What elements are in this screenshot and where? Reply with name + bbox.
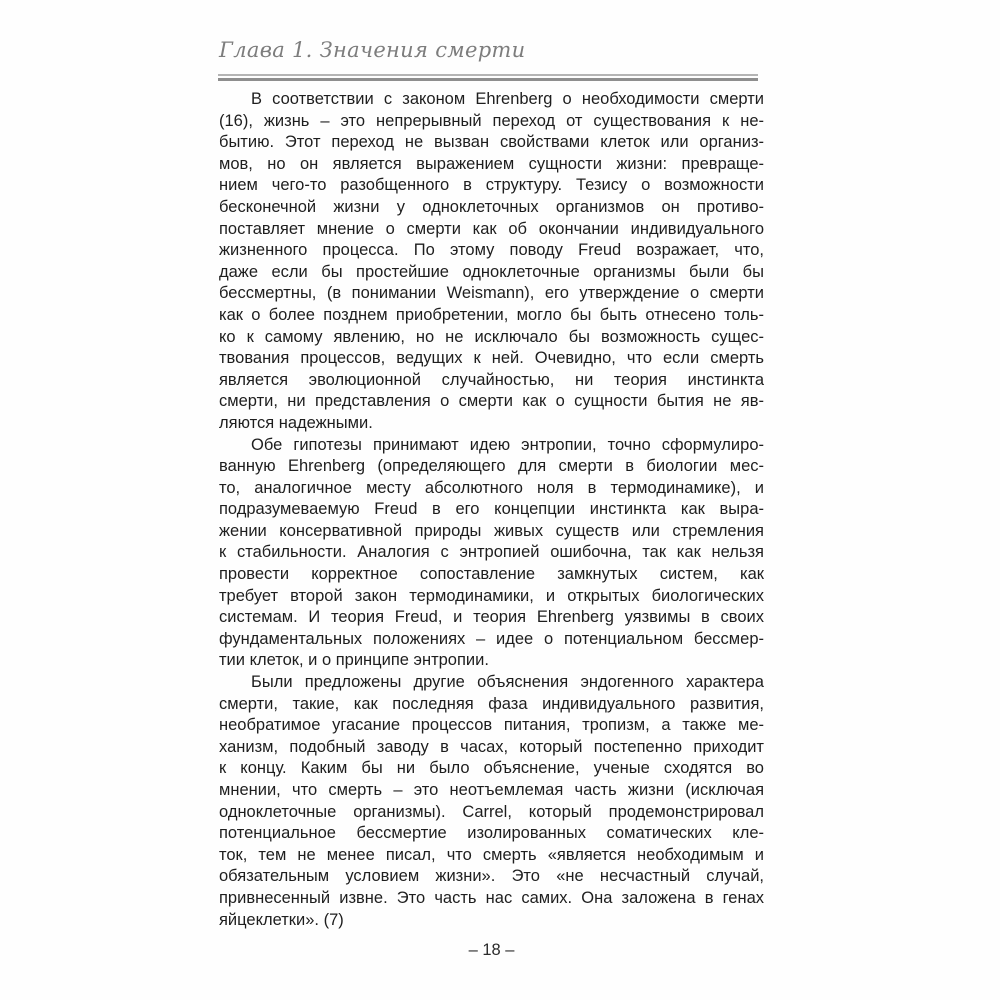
text-line: яйцеклетки». (7) bbox=[219, 910, 344, 929]
text-line: твования процессов, ведущих к ней. Очевидно, что если смерть bbox=[219, 349, 764, 368]
header-rule bbox=[218, 74, 758, 81]
text-line: Были предложены другие объяснения эндогенного характера bbox=[251, 673, 764, 692]
text-line: тии клеток, и о принципе энтропии. bbox=[219, 651, 489, 670]
text-line: бесконечной жизни у одноклеточных организмов он противо- bbox=[219, 197, 764, 216]
text-line: фундаментальных положениях – идее о потенциальном бессмер- bbox=[219, 629, 764, 648]
text-line: мнении, что смерть – это неотъемлемая часть жизни (исключая bbox=[219, 781, 764, 799]
body-text bbox=[219, 89, 764, 931]
paragraph bbox=[219, 435, 764, 673]
text-line: мов, но он является выражением сущности жизни: превраще- bbox=[219, 154, 764, 173]
paragraph bbox=[219, 672, 764, 931]
text-line: ко к самому явлению, но не исключало бы возможность сущес- bbox=[219, 327, 764, 346]
text-line: одноклеточные организмы). Carrel, который продемонстрировал bbox=[219, 802, 764, 821]
text-line: провести корректное сопоставление замкнутых систем, как bbox=[219, 565, 764, 584]
text-line: ток, тем не менее писал, что смерть «является необходимым и bbox=[219, 845, 764, 864]
text-line: поставляет мнение о смерти как об окончании индивидуального bbox=[219, 219, 764, 238]
text-line: требует второй закон термодинамики, и открытых биологических bbox=[219, 586, 764, 605]
text-line: жизненного процесса. По этому поводу Freud возражает, что, bbox=[219, 241, 764, 260]
text-line: ванную Ehrenberg (определяющего для смерти в биологии мес- bbox=[219, 457, 764, 476]
text-line: (16), жизнь – это непрерывный переход от существования к не- bbox=[219, 111, 764, 130]
text-line: потенциальное бессмертие изолированных соматических кле- bbox=[219, 824, 764, 843]
text-line: Обе гипотезы принимают идею энтропии, точно сформулиро- bbox=[251, 435, 764, 454]
text-line: является эволюционной случайностью, ни теория инстинкта bbox=[219, 370, 764, 389]
text-line: ляются надежными. bbox=[219, 413, 373, 432]
text-line: необратимое угасание процессов питания, тропизм, а также ме- bbox=[219, 716, 764, 735]
text-line: бытию. Этот переход не вызван свойствами клеток или организ- bbox=[219, 133, 764, 152]
text-line: жении консервативной природы живых существ или стремления bbox=[219, 521, 764, 540]
page-number: – 18 – bbox=[468, 941, 515, 959]
paragraph bbox=[219, 89, 764, 435]
text-line: смерти, ни представления о смерти как о сущности бытия не яв- bbox=[219, 392, 764, 411]
text-line: смерти, такие, как последняя фаза индивидуального развития, bbox=[219, 694, 764, 713]
text-line: привнесенный извне. Это часть нас самих. Она заложена в генах bbox=[219, 888, 764, 907]
chapter-running-head: Глава 1. Значения смерти bbox=[219, 38, 526, 62]
text-line: к концу. Каким бы ни было объяснение, ученые сходятся во bbox=[219, 759, 764, 778]
text-line: нием чего-то разобщенного в структуру. Тезису о возможности bbox=[219, 176, 764, 195]
text-line: даже если бы простейшие одноклеточные организмы были бы bbox=[219, 262, 764, 281]
text-line: В соответствии с законом Ehrenberg о необходимости смерти bbox=[251, 90, 764, 108]
text-line: бессмертны, (в понимании Weismann), его утверждение о смерти bbox=[219, 284, 764, 303]
text-line: к стабильности. Аналогия с энтропией ошибочна, так как нельзя bbox=[219, 543, 764, 562]
text-line: системам. И теория Freud, и теория Ehrenberg уязвимы в своих bbox=[219, 608, 764, 627]
header-rule-bottom-line bbox=[218, 78, 758, 81]
text-line: подразумеваемую Freud в его концепции инстинкта как выра- bbox=[219, 500, 764, 519]
text-line: ханизм, подобный заводу в часах, который постепенно приходит bbox=[219, 737, 764, 756]
text-line: как о более позднем приобретении, могло бы быть отнесено толь- bbox=[219, 305, 764, 324]
text-line: обязательным условием жизни». Это «не несчастный случай, bbox=[219, 867, 764, 886]
text-line: то, аналогичное месту абсолютного ноля в термодинамике), и bbox=[219, 478, 764, 497]
